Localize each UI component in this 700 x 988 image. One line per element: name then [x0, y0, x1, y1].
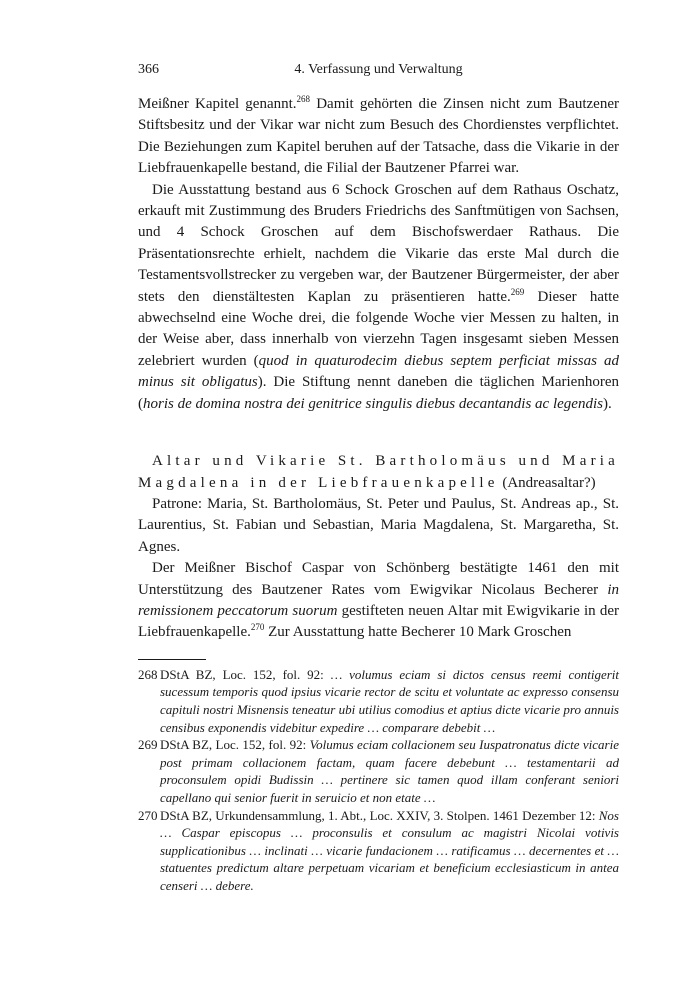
section-heading	[138, 451, 619, 494]
footnote-ref-269: 269	[510, 286, 525, 297]
paragraph-text: gestifteten neuen Altar mit Ewigvikarie in der Liebfrauenkapelle.	[138, 602, 619, 641]
paragraph-text: Die Ausstattung bestand aus 6 Schock Groschen auf dem Rathaus Oschatz, erkauft mit Zustimmung des Bruders Friedrichs des Sanftmütigen von Sachsen, und 4 Schock Groschen auf dem Bischofswerdaer Rathaus. Die Präsentationsrechte erhielt, nachdem die Vikarie das erste Mal durch die Testamentsvollstrecker zu vergeben war, der Bautzener Bürgermeister, der aber stets den dienstältesten Kaplan zu präsentieren hatte.	[138, 181, 619, 305]
footnote-ref-270: 270	[250, 622, 265, 633]
paragraph-3	[138, 558, 619, 644]
footnote-source: DStA BZ, Urkundensammlung, 1. Abt., Loc. XXIV, 3. Stolpen. 1461 Dezember 12:	[160, 807, 599, 823]
page	[138, 62, 619, 894]
paragraph-2	[138, 180, 619, 415]
paragraph-text: Dieser hatte abwechselnd eine Woche drei, die folgende Woche vier Messen zu halten, in der Weise aber, dass innerhalb von vierzehn Tagen insgesamt sieben Messen zelebriert wurden (	[138, 288, 619, 369]
running-head	[138, 62, 619, 84]
footnote-number: 269	[138, 737, 158, 753]
footnotes	[138, 666, 619, 895]
footnote-quote: … volumus eciam si dictos census reemi contigerit sucessum temporis quod ipsius vicarie rector de scitu et voluntate ac expresso consensu capituli nostri Misnensis teneatur ubi utilius comodius et aptius dicte vicarie pro annuis censibus exponendis videbitur expedire … comparare debebit …	[160, 666, 619, 735]
body-text	[138, 94, 619, 644]
latin-quote: in remissionem peccatorum suorum	[138, 581, 619, 619]
footnote-quote: Volumus eciam collacionem seu Iuspatronatus dicte vicarie post primam collacionem factam, quam facere debebunt … testamentarii ad proconsulem opidi Budissin … pertinere sic tamen quod illam conferant seniori capellano qui senior fuerit in seruicio et non etate …	[160, 737, 619, 805]
footnote-268	[138, 666, 619, 736]
footnote-number: 270	[138, 807, 158, 823]
paragraph-text: Meißner Kapitel genannt.	[138, 96, 297, 112]
paragraph-text: ). Die Stiftung nennt daneben die täglichen Marienhoren (	[138, 374, 619, 412]
chapter-title: 4. Verfassung und Verwaltung	[294, 62, 463, 77]
paragraph-text: Damit gehörten die Zinsen nicht zum Bautzener Stiftsbesitz und der Vikar war nicht zum Besuch des Chordienstes verpflichtet. Die Beziehungen zum Kapitel beruhen auf der Tatsache, dass die Vikarie in der Liebfrauenkapelle bestand, die Filial der Bautzener Pfarrei war.	[138, 96, 619, 177]
footnote-number: 268	[138, 666, 158, 682]
latin-quote: horis de domina nostra dei genitrice singulis diebus decantandis ac legendis	[143, 395, 603, 412]
patrons-line: Patrone: Maria, St. Bartholomäus, St. Peter und Paulus, St. Andreas ap., St. Laurentius, St. Fabian und Sebastian, Maria Magdalena, St. Margaretha, St. Agnes.	[138, 495, 619, 555]
section-heading-title: Altar und Vikarie St. Bartholomäus und Maria Magdalena in der Liebfrauenkapelle	[138, 453, 619, 491]
section-heading-note: (Andreasaltar?)	[498, 474, 596, 491]
footnote-rule	[138, 659, 206, 660]
paragraph-1	[138, 94, 619, 180]
latin-quote: quod in quaturodecim diebus septem perficiat missas ad minus sit obligatus	[138, 352, 619, 391]
footnote-source: DStA BZ, Loc. 152, fol. 92:	[160, 737, 310, 753]
footnote-ref-268: 268	[296, 94, 311, 104]
page-number: 366	[138, 62, 159, 77]
footnote-source: DStA BZ, Loc. 152, fol. 92:	[160, 666, 331, 682]
footnote-269	[138, 736, 619, 806]
footnote-quote: Nos … Caspar episcopus … proconsulis et consulum ac magistri Nicolai votivis supplicationibus … inclinati … vicarie fundacionem … ratificamus … decernentes et … statuentes predictum altare perpetuam vicariam et beneficium ecclesiasticum in antea censeri … debere.	[160, 807, 619, 893]
footnote-270	[138, 807, 619, 895]
paragraph-text: Zur Ausstattung hatte Becherer 10 Mark Groschen	[264, 624, 572, 641]
paragraph-text: Der Meißner Bischof Caspar von Schönberg bestätigte 1461 den mit Unterstützung des Bautzener Rates vom Ewigvikar Nicolaus Becherer	[138, 560, 619, 598]
paragraph-text: ).	[602, 395, 612, 412]
